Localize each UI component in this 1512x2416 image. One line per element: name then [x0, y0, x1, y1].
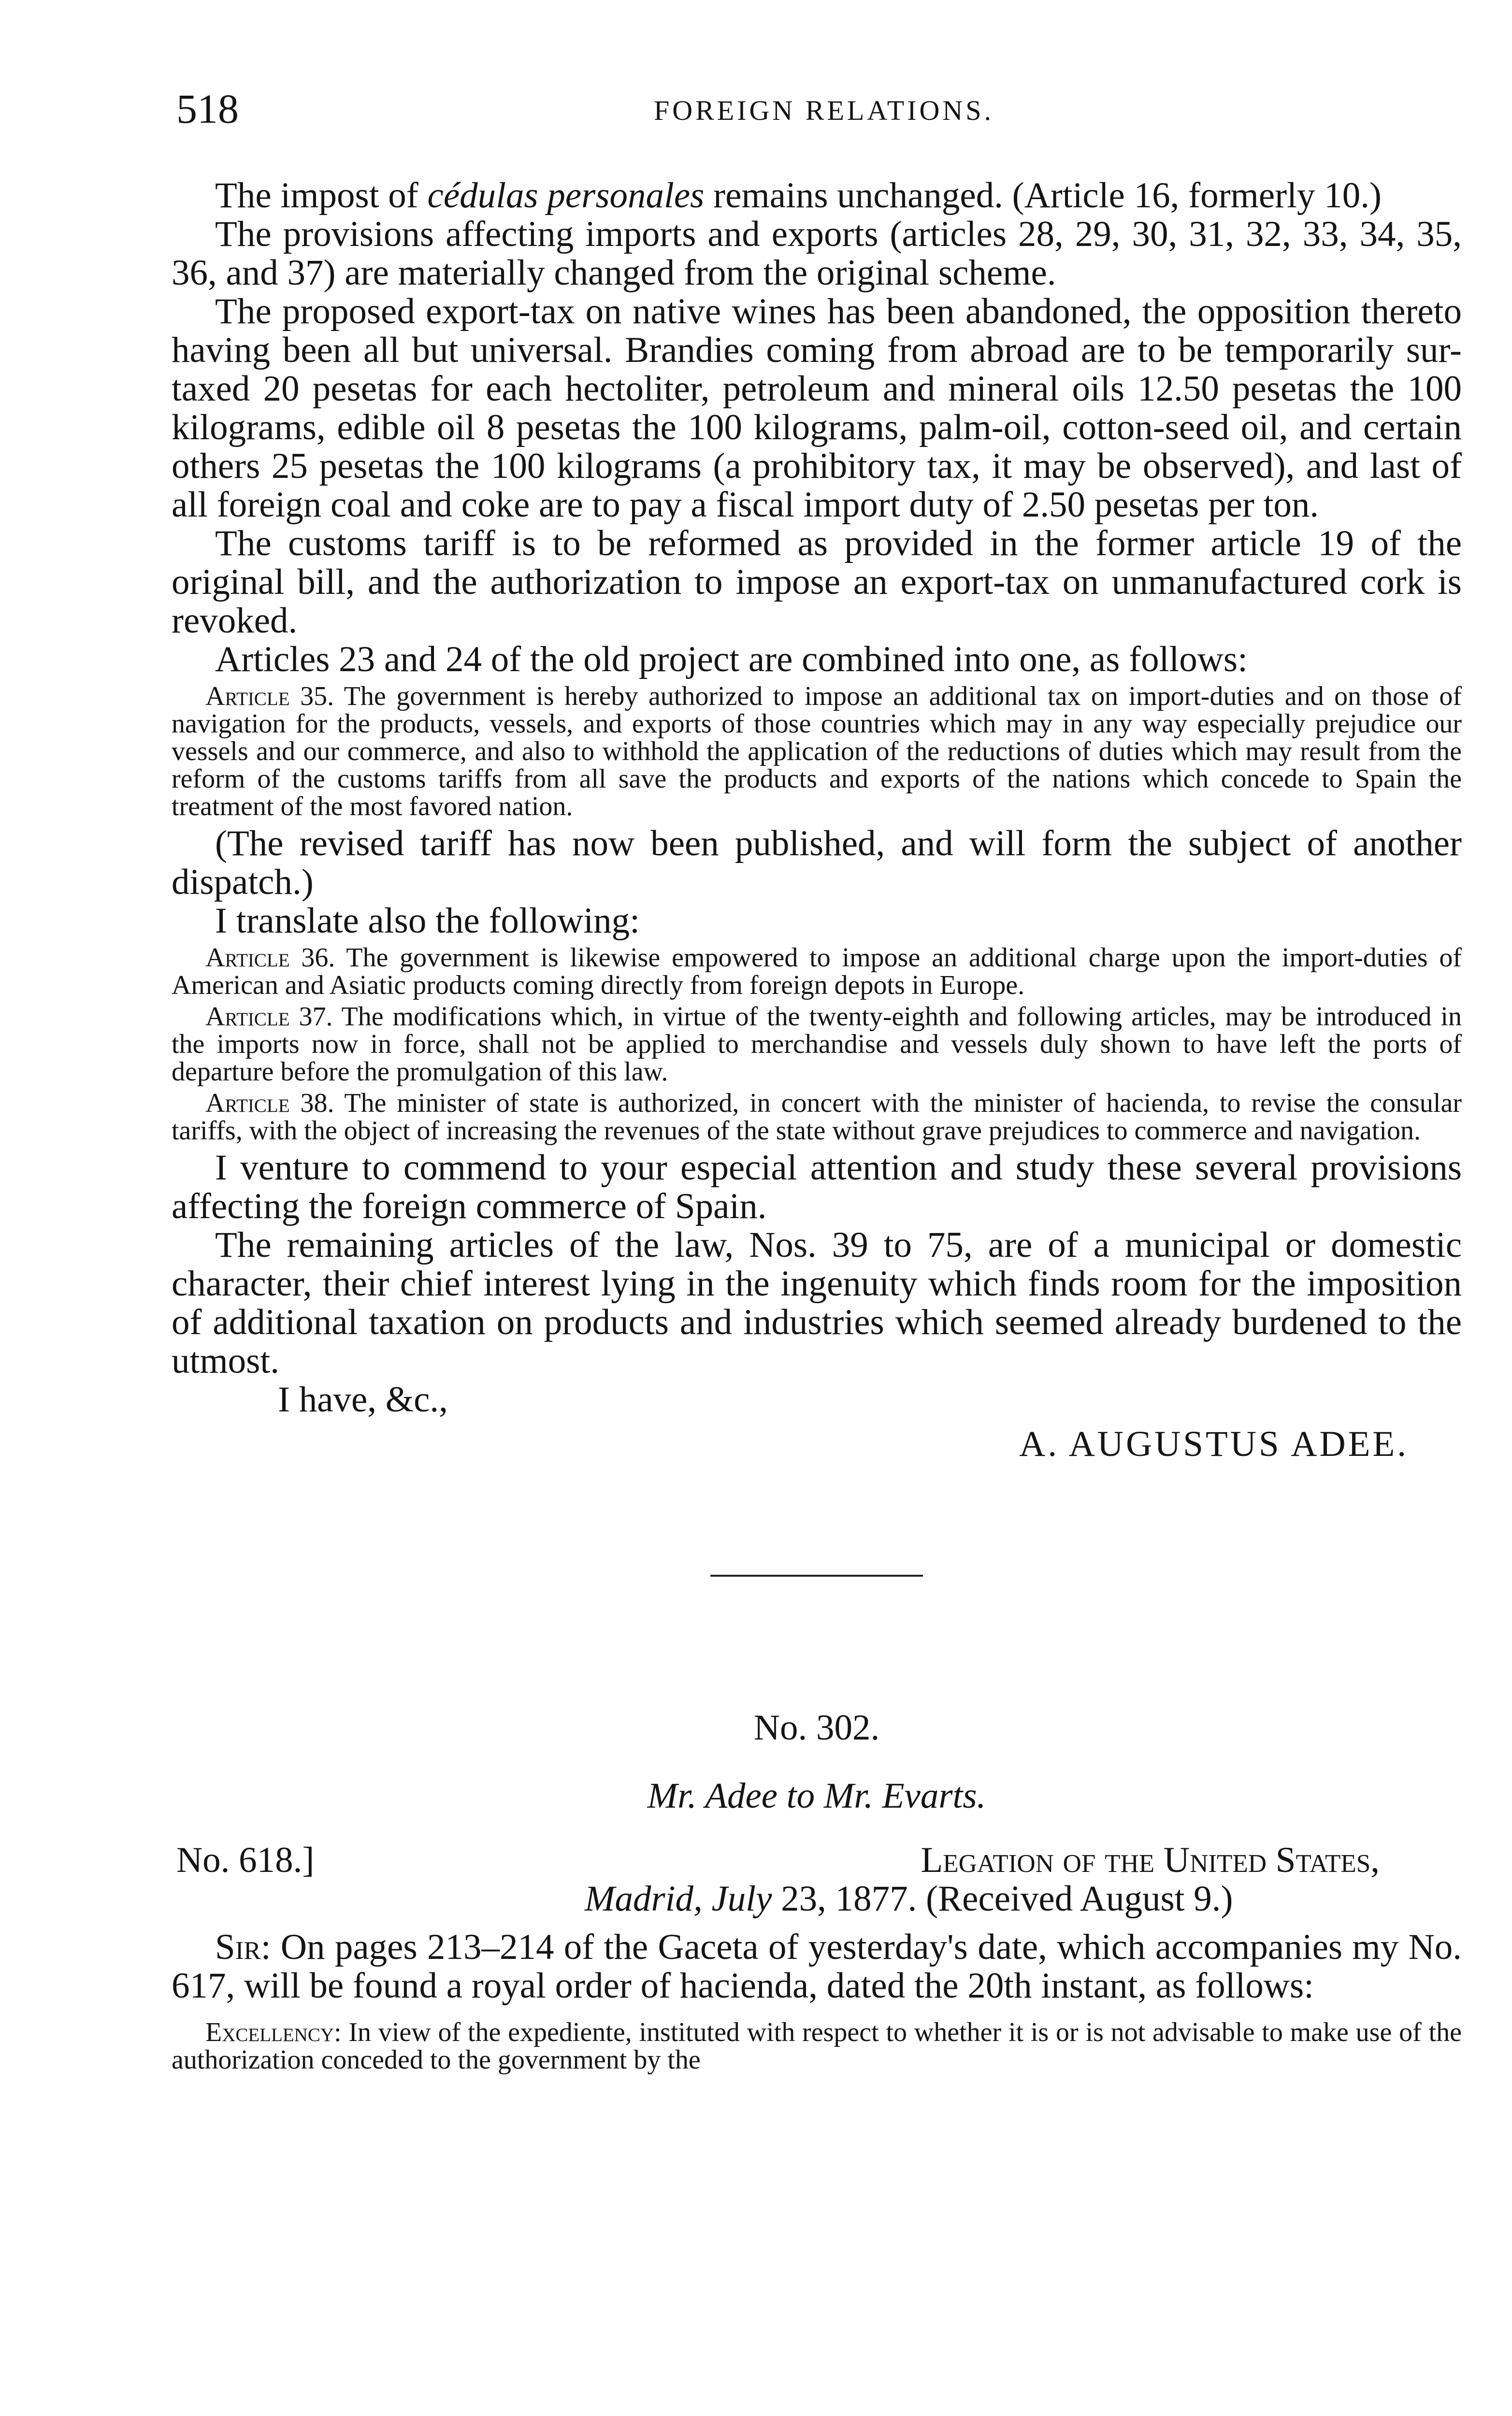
running-title: FOREIGN RELATIONS. [653, 95, 994, 126]
dateline [172, 1841, 1462, 1928]
salutation: Sir: [215, 1927, 271, 1967]
excellency-label: Excellency: [205, 2017, 342, 2047]
page-number: 518 [176, 86, 239, 132]
document-subtitle: Mr. Adee to Mr. Evarts. [647, 1776, 986, 1816]
paragraph-commend: I venture to commend to your especial attention and study these several provisions affecting the foreign commerce of Spain. [172, 1148, 1462, 1226]
article-label: Article 36. [205, 943, 335, 973]
page-body [172, 176, 1462, 2074]
paragraph-text: remains unchanged. (Article 16, formerly 10.) [704, 175, 1382, 216]
excellency-text: In view of the expediente, instituted with respect to whether it is or is not advisable to make use of the authorization conceded to the government by the [172, 2017, 1462, 2075]
closing-line: I have, &c., [278, 1380, 448, 1420]
paragraph-customs-tariff: The customs tariff is to be reformed as provided in the former article 19 of the original bill, and the authorization to impose an export-tax on unmanufactured cork is revoked. [172, 523, 1462, 641]
legation-heading: Legation of the United States, [921, 1840, 1380, 1880]
paragraph-remaining-articles: The remaining articles of the law, Nos. 39 to 75, are of a municipal or domestic character, their chief interest lying in the ingenuity which finds room for the imposition of additional taxation on products and industries which seemed already burdened to the utmost. [172, 1225, 1462, 1381]
section-divider [710, 1575, 923, 1577]
date-received: 23, 1877. (Received August 9.) [772, 1879, 1233, 1919]
italic-term: cédulas personales [427, 175, 705, 216]
paragraph-text: On pages 213–214 of the Gaceta of yesterday's date, which accompanies my No. 617, will be found a royal order of hacienda, dated the 20th instant, as follows: [172, 1927, 1462, 2006]
page-header [176, 85, 1471, 143]
paragraph-provisions: The provisions affecting imports and exports (articles 28, 29, 30, 31, 32, 33, 34, 35, 36, and 37) are materially changed from the original scheme. [172, 214, 1462, 293]
article-38-quote [172, 1090, 1462, 1145]
place-italic: Madrid, July [585, 1879, 772, 1919]
article-label: Article 37. [205, 1002, 333, 1032]
paragraph-export-tax: The proposed export-tax on native wines has been abandoned, the opposition thereto having been all but universal. Brandies coming from abroad are to be temporarily sur-taxed 20 pesetas for each hectoliter, petroleum and mineral oils 12.50 pesetas the 100 kilograms, edible oil 8 pesetas the 100 kilograms, palm-oil, cotton-seed oil, and certain others 25 pesetas the 100 kilograms (a prohibitory tax, it may be observed), and last of all foreign coal and coke are to pay a fiscal import duty of 2.50 pesetas per ton. [172, 291, 1462, 525]
place-date [585, 1880, 1233, 1918]
article-35-quote [172, 683, 1462, 820]
article-text: The government is likewise empowered to impose an additional charge upon the import-duties of American and Asiatic products coming directly from foreign depots in Europe. [172, 943, 1462, 1000]
paragraph-cedulas [172, 176, 1462, 215]
document-number: No. 302. [753, 1708, 880, 1748]
article-text: The government is hereby authorized to impose an additional tax on import-duties and on those of navigation for the products, vessels, and exports of those countries which may in any way especially prejudice our vessels and our commerce, and also to withhold the application of the reductions of duties which may result from the reform of the customs tariffs from all save the products and exports of the nations which concede to Spain the treatment of the most favored nation. [172, 681, 1462, 821]
paragraph-text: The impost of [215, 175, 428, 216]
article-36-quote [172, 944, 1462, 999]
paragraph-revised-tariff: (The revised tariff has now been published, and will form the subject of another dispatch.) [172, 823, 1462, 902]
paragraph-articles-combined: Articles 23 and 24 of the old project are combined into one, as follows: [215, 639, 1248, 679]
article-label: Article 38. [205, 1088, 334, 1118]
paragraph-sir [172, 1928, 1462, 2005]
article-label: Article 35. [205, 681, 334, 711]
excellency-quote [172, 2019, 1462, 2074]
article-text: The minister of state is authorized, in concert with the minister of hacienda, to revise the consular tariffs, with the object of increasing the revenues of the state without grave prejudices to commerce and navigation. [172, 1088, 1462, 1146]
signature: A. AUGUSTUS ADEE. [1019, 1424, 1409, 1464]
dispatch-reference: No. 618.] [176, 1840, 315, 1880]
article-text: The modifications which, in virtue of the twenty-eighth and following articles, may be introduced in the imports now in force, shall not be applied to merchandise and vessels duly shown to have left the ports of departure before the promulgation of this law. [172, 1002, 1462, 1087]
paragraph-translate: I translate also the following: [215, 901, 640, 941]
article-37-quote [172, 1003, 1462, 1086]
